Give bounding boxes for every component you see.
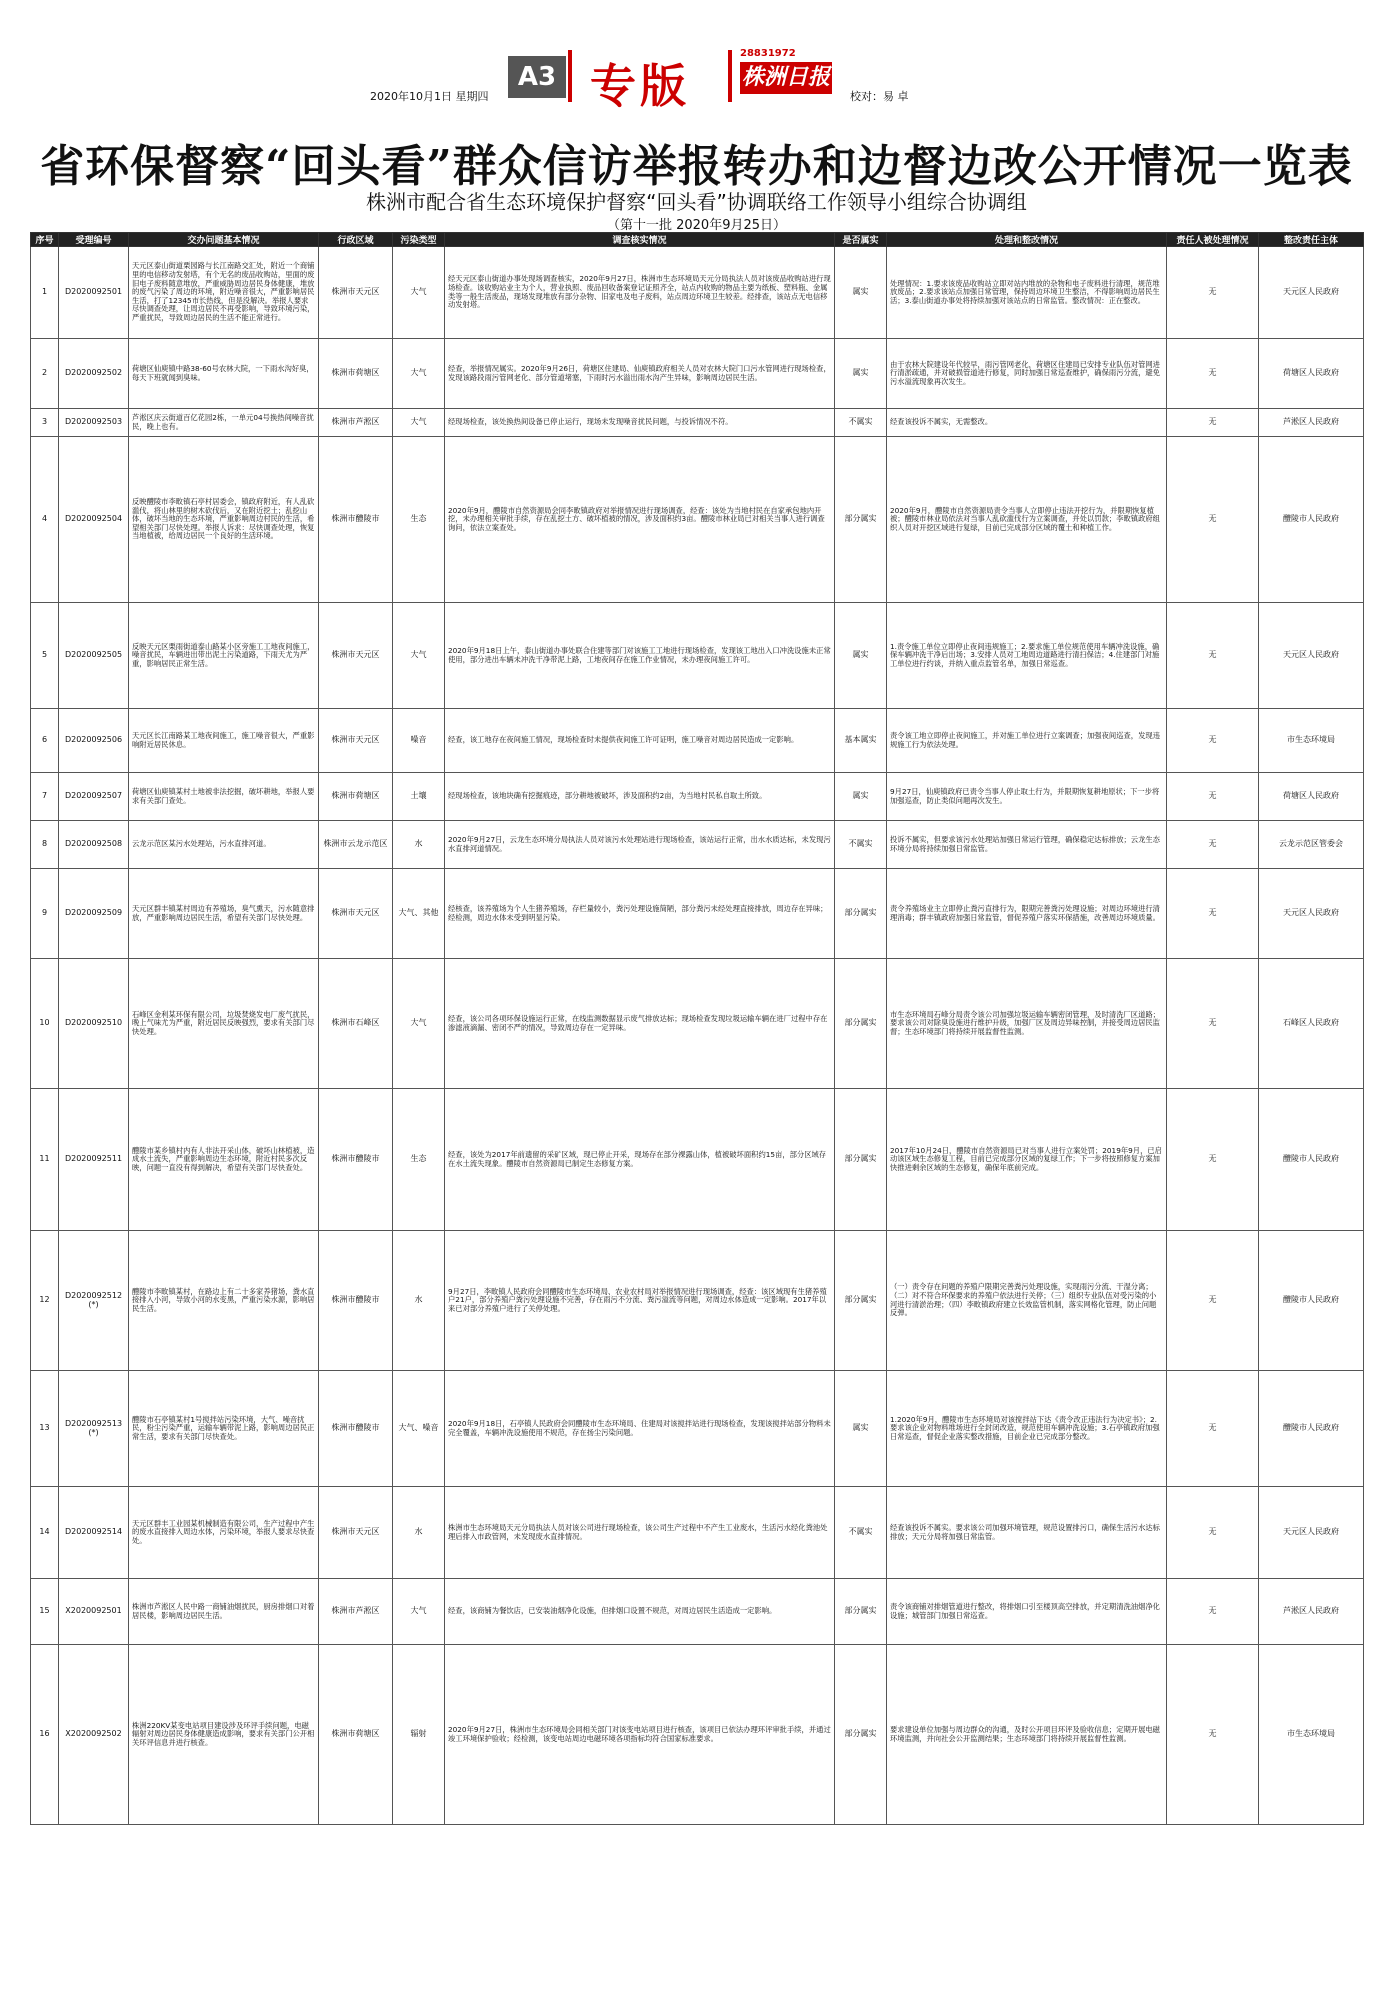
cell-survey: 2020年9月，醴陵市自然资源局会同李畋镇政府对举报情况进行现场调查，经查：该处为当地村民在自家承包地内开挖，未办理相关审批手续，存在乱挖土方、破坏植被的情况，涉及面积约3亩。醴陵市林业局已对相关当事人进行调查询问，依法立案查处。 bbox=[445, 437, 835, 603]
cell-true: 部分属实 bbox=[835, 959, 887, 1089]
cell-action: 由于农林大院建设年代较早，雨污管网老化，荷塘区住建局已安排专业队伍对管网进行清淤疏通，并对破损管道进行修复，同时加强日常巡查维护，确保雨污分流，避免污水溢流现象再次发生。 bbox=[887, 339, 1167, 409]
cell-type: 大气、其他 bbox=[393, 869, 445, 959]
cell-type: 水 bbox=[393, 1231, 445, 1371]
cell-punish: 无 bbox=[1167, 603, 1259, 709]
cell-action: 要求建设单位加强与周边群众的沟通，及时公开项目环评及验收信息；定期开展电磁环境监测，并向社会公开监测结果；生态环境部门将持续开展监督性监测。 bbox=[887, 1645, 1167, 1825]
cell-survey: 经查，该公司各项环保设施运行正常，在线监测数据显示废气排放达标；现场检查发现垃圾运输车辆在进厂过程中存在渗滤液滴漏、密闭不严的情况，导致周边存在一定异味。 bbox=[445, 959, 835, 1089]
cell-type: 大气、噪音 bbox=[393, 1371, 445, 1487]
cell-survey: 株洲市生态环境局天元分局执法人员对该公司进行现场检查，该公司生产过程中不产生工业废水，生活污水经化粪池处理后排入市政管网，未发现废水直排情况。 bbox=[445, 1487, 835, 1579]
column-header: 序号 bbox=[31, 233, 59, 247]
cell-no: 11 bbox=[31, 1089, 59, 1231]
cell-action: 9月27日，仙庾镇政府已责令当事人停止取土行为，并限期恢复耕地原状；下一步将加强巡查，防止类似问题再次发生。 bbox=[887, 773, 1167, 821]
cell-punish: 无 bbox=[1167, 959, 1259, 1089]
cell-survey: 经查，该工地存在夜间施工情况，现场检查时未提供夜间施工许可证明，施工噪音对周边居民造成一定影响。 bbox=[445, 709, 835, 773]
table-row bbox=[31, 1645, 1364, 1825]
cell-no: 15 bbox=[31, 1579, 59, 1645]
cell-owner: 醴陵市人民政府 bbox=[1259, 437, 1364, 603]
column-header: 责任人被处理情况 bbox=[1167, 233, 1259, 247]
divider bbox=[728, 50, 732, 102]
cell-region: 株洲市芦淞区 bbox=[319, 1579, 393, 1645]
cell-true: 部分属实 bbox=[835, 437, 887, 603]
cell-owner: 云龙示范区管委会 bbox=[1259, 821, 1364, 869]
cell-true: 属实 bbox=[835, 339, 887, 409]
cell-punish: 无 bbox=[1167, 1645, 1259, 1825]
cell-type: 水 bbox=[393, 821, 445, 869]
section-name: 专版 bbox=[590, 59, 690, 113]
cell-survey: 2020年9月27日，株洲市生态环境局会同相关部门对该变电站项目进行核查，该项目已依法办理环评审批手续，并通过竣工环境保护验收；经检测，该变电站周边电磁环境各项指标均符合国家标准要求。 bbox=[445, 1645, 835, 1825]
cell-region: 株洲市云龙示范区 bbox=[319, 821, 393, 869]
cell-issue: 醴陵市某乡镇村内有人非法开采山体，破坏山林植被，造成水土流失，严重影响周边生态环境，附近村民多次反映，问题一直没有得到解决，希望有关部门尽快查处。 bbox=[129, 1089, 319, 1231]
cell-true: 部分属实 bbox=[835, 1645, 887, 1825]
issue-date: 2020年10月1日 星期四 bbox=[370, 90, 489, 103]
page-subtitle: 株洲市配合省生态环境保护督察“回头看”协调联络工作领导小组综合协调组 bbox=[366, 190, 1027, 214]
cell-survey: 2020年9月18日上午，泰山街道办事处联合住建等部门对该施工工地进行现场检查，发现该工地出入口冲洗设施未正常使用，部分进出车辆未冲洗干净带泥上路，工地夜间存在施工作业情况，未办理夜间施工许可。 bbox=[445, 603, 835, 709]
cell-type: 生态 bbox=[393, 1089, 445, 1231]
cell-owner: 天元区人民政府 bbox=[1259, 603, 1364, 709]
cell-owner: 天元区人民政府 bbox=[1259, 247, 1364, 339]
cell-region: 株洲市天元区 bbox=[319, 869, 393, 959]
table-header-row bbox=[31, 233, 1364, 247]
cell-action: 1.责令施工单位立即停止夜间违规施工；2.要求施工单位规范使用车辆冲洗设施，确保车辆冲洗干净后出场；3.安排人员对工地周边道路进行清扫保洁；4.住建部门对施工单位进行约谈，并纳入重点监管名单，加强日常巡查。 bbox=[887, 603, 1167, 709]
cell-region: 株洲市天元区 bbox=[319, 709, 393, 773]
table-row bbox=[31, 1487, 1364, 1579]
cell-issue: 天元区泰山街道栗园路与长江南路交汇处，附近一个商铺里的电信移动发射塔，有个无名的废品收购站，里面的废旧电子废料随意堆放，严重威胁周边居民身体健康，堆放的废气污染了周边的环境，附近噪音很大，严重影响居民生活，打了12345市长热线，但是没解决。举报人要求尽快调查处理，让周边居民不再受影响，导致环境污染，严重扰民，导致周边居民的生活不能正常进行。 bbox=[129, 247, 319, 339]
table-row bbox=[31, 409, 1364, 437]
table-row bbox=[31, 709, 1364, 773]
cell-true: 属实 bbox=[835, 773, 887, 821]
cell-type: 大气 bbox=[393, 409, 445, 437]
cell-owner: 荷塘区人民政府 bbox=[1259, 339, 1364, 409]
column-header: 受理编号 bbox=[59, 233, 129, 247]
column-header: 行政区域 bbox=[319, 233, 393, 247]
table-row bbox=[31, 1579, 1364, 1645]
cell-no: 10 bbox=[31, 959, 59, 1089]
cell-id: D2020092511 bbox=[59, 1089, 129, 1231]
cell-true: 不属实 bbox=[835, 821, 887, 869]
cell-id: D2020092510 bbox=[59, 959, 129, 1089]
cell-true: 基本属实 bbox=[835, 709, 887, 773]
cell-survey: 经查，举报情况属实。2020年9月26日，荷塘区住建局、仙庾镇政府相关人员对农林大院门口污水管网进行现场检查，发现该路段雨污管网老化、部分管道堵塞，下雨时污水溢出雨水沟产生异味，影响周边居民生活。 bbox=[445, 339, 835, 409]
cell-no: 13 bbox=[31, 1371, 59, 1487]
column-header: 交办问题基本情况 bbox=[129, 233, 319, 247]
cell-true: 部分属实 bbox=[835, 1579, 887, 1645]
cell-type: 生态 bbox=[393, 437, 445, 603]
cell-id: D2020092506 bbox=[59, 709, 129, 773]
cell-punish: 无 bbox=[1167, 869, 1259, 959]
cell-id: D2020092513 (*) bbox=[59, 1371, 129, 1487]
cell-type: 大气 bbox=[393, 339, 445, 409]
column-header: 整改责任主体 bbox=[1259, 233, 1364, 247]
cell-punish: 无 bbox=[1167, 709, 1259, 773]
cell-no: 3 bbox=[31, 409, 59, 437]
cell-survey: 经核查，该养殖场为个人生猪养殖场，存栏量较小，粪污处理设施简陋，部分粪污未经处理直接排放，周边存在异味；经检测，周边水体未受到明显污染。 bbox=[445, 869, 835, 959]
cell-owner: 天元区人民政府 bbox=[1259, 1487, 1364, 1579]
cell-type: 辐射 bbox=[393, 1645, 445, 1825]
cell-owner: 天元区人民政府 bbox=[1259, 869, 1364, 959]
cell-punish: 无 bbox=[1167, 339, 1259, 409]
cell-id: D2020092514 bbox=[59, 1487, 129, 1579]
cell-action: 投诉不属实，但要求该污水处理站加强日常运行管理，确保稳定达标排放；云龙生态环境分局将持续加强日常监管。 bbox=[887, 821, 1167, 869]
cell-survey: 2020年9月27日，云龙生态环境分局执法人员对该污水处理站进行现场检查，该站运行正常，出水水质达标，未发现污水直排河道情况。 bbox=[445, 821, 835, 869]
newspaper-logo: 株洲日报 bbox=[740, 62, 832, 94]
report-table bbox=[30, 232, 1364, 1825]
table-row bbox=[31, 869, 1364, 959]
page-number: A3 bbox=[508, 56, 566, 98]
table-body bbox=[31, 247, 1364, 1825]
table-row bbox=[31, 1371, 1364, 1487]
table-row bbox=[31, 437, 1364, 603]
cell-type: 水 bbox=[393, 1487, 445, 1579]
cell-region: 株洲市荷塘区 bbox=[319, 339, 393, 409]
cell-punish: 无 bbox=[1167, 1089, 1259, 1231]
cell-id: D2020092512 (*) bbox=[59, 1231, 129, 1371]
cell-no: 6 bbox=[31, 709, 59, 773]
cell-owner: 市生态环境局 bbox=[1259, 709, 1364, 773]
cell-type: 土壤 bbox=[393, 773, 445, 821]
table-row bbox=[31, 603, 1364, 709]
cell-owner: 醴陵市人民政府 bbox=[1259, 1089, 1364, 1231]
cell-issue: 反映天元区栗雨街道泰山路某小区旁施工工地夜间施工，噪音扰民，车辆进出带出泥土污染道路，下雨天尤为严重，影响居民正常生活。 bbox=[129, 603, 319, 709]
column-header: 调查核实情况 bbox=[445, 233, 835, 247]
table-row bbox=[31, 247, 1364, 339]
cell-true: 部分属实 bbox=[835, 869, 887, 959]
cell-no: 4 bbox=[31, 437, 59, 603]
cell-survey: 9月27日，李畋镇人民政府会同醴陵市生态环境局、农业农村局对举报情况进行现场调查，经查：该区域现有生猪养殖户21户，部分养殖户粪污处理设施不完善，存在雨污不分流、粪污溢流等问题，对周边水体造成一定影响。2017年以来已对部分养殖户进行了关停处理。 bbox=[445, 1231, 835, 1371]
cell-action: 责令养殖场业主立即停止粪污直排行为，限期完善粪污处理设施；对周边环境进行清理消毒；群丰镇政府加强日常监管，督促养殖户落实环保措施，改善周边环境质量。 bbox=[887, 869, 1167, 959]
editor-credit: 校对：易 卓 bbox=[850, 90, 909, 103]
cell-punish: 无 bbox=[1167, 1231, 1259, 1371]
cell-issue: 石峰区金利某环保有限公司，垃圾焚烧发电厂废气扰民，晚上气味尤为严重，附近居民反映强烈，要求有关部门尽快处理。 bbox=[129, 959, 319, 1089]
cell-survey: 经现场检查，该地块确有挖掘痕迹，部分耕地被破坏，涉及面积约2亩，为当地村民私自取土所致。 bbox=[445, 773, 835, 821]
cell-region: 株洲市天元区 bbox=[319, 1487, 393, 1579]
cell-issue: 芦淞区庆云街道百亿花园2栋，一单元04号换热间噪音扰民，晚上也有。 bbox=[129, 409, 319, 437]
cell-id: X2020092502 bbox=[59, 1645, 129, 1825]
cell-action: 处理情况：1.要求该废品收购站立即对站内堆放的杂物和电子废料进行清理，规范堆放废品；2.要求该站点加强日常管理，保持周边环境卫生整洁，不得影响周边居民生活；3.泰山街道办事处将持续加强对该站点的日常监管。整改情况：正在整改。 bbox=[887, 247, 1167, 339]
table-row bbox=[31, 773, 1364, 821]
phone-number: 28831972 bbox=[740, 48, 796, 59]
divider bbox=[568, 50, 580, 102]
cell-id: D2020092501 bbox=[59, 247, 129, 339]
cell-action: 2020年9月，醴陵市自然资源局责令当事人立即停止违法开挖行为，并限期恢复植被；醴陵市林业局依法对当事人乱砍滥伐行为立案调查，并处以罚款；李畋镇政府组织人员对开挖区域进行复绿，目前已完成部分区域的覆土和种植工作。 bbox=[887, 437, 1167, 603]
cell-owner: 荷塘区人民政府 bbox=[1259, 773, 1364, 821]
cell-owner: 市生态环境局 bbox=[1259, 1645, 1364, 1825]
cell-issue: 醴陵市石亭镇某村1号搅拌站污染环境，大气、噪音扰民，粉尘污染严重，运输车辆带泥上路，影响周边居民正常生活，要求有关部门尽快查处。 bbox=[129, 1371, 319, 1487]
cell-no: 1 bbox=[31, 247, 59, 339]
cell-no: 9 bbox=[31, 869, 59, 959]
cell-no: 14 bbox=[31, 1487, 59, 1579]
column-header: 是否属实 bbox=[835, 233, 887, 247]
cell-region: 株洲市芦淞区 bbox=[319, 409, 393, 437]
cell-no: 8 bbox=[31, 821, 59, 869]
cell-issue: 荷塘区仙庾镇中路38-60号农林大院，一下雨水沟好臭，每天下班就闻到臭味。 bbox=[129, 339, 319, 409]
masthead bbox=[340, 48, 1080, 113]
table-row bbox=[31, 339, 1364, 409]
table-row bbox=[31, 821, 1364, 869]
cell-id: D2020092502 bbox=[59, 339, 129, 409]
cell-action: 责令该工地立即停止夜间施工，并对施工单位进行立案调查；加强夜间巡查，发现违规施工行为依法处理。 bbox=[887, 709, 1167, 773]
cell-true: 部分属实 bbox=[835, 1231, 887, 1371]
cell-survey: 经查，该处为2017年前遗留的采矿区域，现已停止开采，现场存在部分裸露山体，植被破坏面积约15亩，部分区域存在水土流失现象。醴陵市自然资源局已制定生态修复方案。 bbox=[445, 1089, 835, 1231]
cell-owner: 芦淞区人民政府 bbox=[1259, 1579, 1364, 1645]
cell-id: D2020092507 bbox=[59, 773, 129, 821]
table-row bbox=[31, 1089, 1364, 1231]
cell-id: D2020092505 bbox=[59, 603, 129, 709]
cell-true: 不属实 bbox=[835, 1487, 887, 1579]
column-header: 处理和整改情况 bbox=[887, 233, 1167, 247]
cell-no: 7 bbox=[31, 773, 59, 821]
cell-action: 经查该投诉不属实，无需整改。 bbox=[887, 409, 1167, 437]
column-header: 污染类型 bbox=[393, 233, 445, 247]
cell-true: 属实 bbox=[835, 247, 887, 339]
cell-true: 部分属实 bbox=[835, 1089, 887, 1231]
cell-type: 大气 bbox=[393, 247, 445, 339]
cell-region: 株洲市醴陵市 bbox=[319, 437, 393, 603]
cell-owner: 石峰区人民政府 bbox=[1259, 959, 1364, 1089]
cell-id: D2020092504 bbox=[59, 437, 129, 603]
cell-issue: 云龙示范区某污水处理站，污水直排河道。 bbox=[129, 821, 319, 869]
cell-punish: 无 bbox=[1167, 821, 1259, 869]
cell-survey: 2020年9月18日，石亭镇人民政府会同醴陵市生态环境局、住建局对该搅拌站进行现场检查，发现该搅拌站部分物料未完全覆盖，车辆冲洗设施使用不规范，存在扬尘污染问题。 bbox=[445, 1371, 835, 1487]
cell-region: 株洲市醴陵市 bbox=[319, 1231, 393, 1371]
cell-type: 大气 bbox=[393, 603, 445, 709]
cell-punish: 无 bbox=[1167, 247, 1259, 339]
cell-action: 市生态环境局石峰分局责令该公司加强垃圾运输车辆密闭管理，及时清洗厂区道路；要求该公司对除臭设施进行维护升级，加强厂区及周边异味控制，并接受周边居民监督；生态环境部门将持续开展监督性监测。 bbox=[887, 959, 1167, 1089]
batch-info: （第十一批 2020年9月25日） bbox=[606, 218, 787, 233]
cell-true: 属实 bbox=[835, 1371, 887, 1487]
cell-issue: 株洲220KV某变电站项目建设涉及环评手续问题，电磁辐射对周边居民身体健康造成影响，要求有关部门公开相关环评信息并进行核查。 bbox=[129, 1645, 319, 1825]
cell-no: 16 bbox=[31, 1645, 59, 1825]
cell-id: D2020092503 bbox=[59, 409, 129, 437]
cell-action: 责令该商铺对排烟管道进行整改，将排烟口引至楼顶高空排放，并定期清洗油烟净化设施；城管部门加强日常巡查。 bbox=[887, 1579, 1167, 1645]
cell-issue: 天元区长江南路某工地夜间施工，施工噪音很大，严重影响附近居民休息。 bbox=[129, 709, 319, 773]
cell-issue: 天元区群丰工业园某机械制造有限公司，生产过程中产生的废水直接排入周边水体，污染环境，举报人要求尽快查处。 bbox=[129, 1487, 319, 1579]
cell-owner: 醴陵市人民政府 bbox=[1259, 1371, 1364, 1487]
cell-region: 株洲市醴陵市 bbox=[319, 1371, 393, 1487]
cell-no: 12 bbox=[31, 1231, 59, 1371]
cell-region: 株洲市天元区 bbox=[319, 603, 393, 709]
cell-id: D2020092508 bbox=[59, 821, 129, 869]
cell-type: 大气 bbox=[393, 1579, 445, 1645]
cell-region: 株洲市荷塘区 bbox=[319, 773, 393, 821]
table-row bbox=[31, 959, 1364, 1089]
cell-id: X2020092501 bbox=[59, 1579, 129, 1645]
cell-punish: 无 bbox=[1167, 437, 1259, 603]
cell-region: 株洲市天元区 bbox=[319, 247, 393, 339]
cell-true: 不属实 bbox=[835, 409, 887, 437]
cell-punish: 无 bbox=[1167, 1579, 1259, 1645]
page-title: 省环保督察“回头看”群众信访举报转办和边督边改公开情况一览表 bbox=[40, 141, 1353, 192]
cell-survey: 经查，该商铺为餐饮店，已安装油烟净化设施，但排烟口设置不规范，对周边居民生活造成一定影响。 bbox=[445, 1579, 835, 1645]
cell-region: 株洲市石峰区 bbox=[319, 959, 393, 1089]
cell-owner: 醴陵市人民政府 bbox=[1259, 1231, 1364, 1371]
cell-issue: 荷塘区仙庾镇某村土地被非法挖掘，破坏耕地，举报人要求有关部门查处。 bbox=[129, 773, 319, 821]
cell-issue: 醴陵市李畋镇某村，在路边上有二十多家养猪场，粪水直接排入小河，导致小河的水变黑，严重污染水源，影响居民生活。 bbox=[129, 1231, 319, 1371]
cell-punish: 无 bbox=[1167, 1487, 1259, 1579]
cell-no: 2 bbox=[31, 339, 59, 409]
cell-survey: 经现场检查，该处换热间设备已停止运行，现场未发现噪音扰民问题，与投诉情况不符。 bbox=[445, 409, 835, 437]
table-row bbox=[31, 1231, 1364, 1371]
cell-punish: 无 bbox=[1167, 1371, 1259, 1487]
cell-type: 噪音 bbox=[393, 709, 445, 773]
cell-type: 大气 bbox=[393, 959, 445, 1089]
cell-id: D2020092509 bbox=[59, 869, 129, 959]
cell-region: 株洲市荷塘区 bbox=[319, 1645, 393, 1825]
cell-no: 5 bbox=[31, 603, 59, 709]
cell-action: 1.2020年9月，醴陵市生态环境局对该搅拌站下达《责令改正违法行为决定书》；2.要求该企业对物料堆场进行全封闭改造，规范使用车辆冲洗设施；3.石亭镇政府加强日常巡查，督促企业落实整改措施，目前企业已完成部分整改。 bbox=[887, 1371, 1167, 1487]
cell-action: （一）责令存在问题的养殖户限期完善粪污处理设施，实现雨污分流、干湿分离；（二）对不符合环保要求的养殖户依法进行关停；（三）组织专业队伍对受污染的小河进行清淤治理；（四）李畋镇政府建立长效监管机制，落实网格化管理，防止问题反弹。 bbox=[887, 1231, 1167, 1371]
cell-punish: 无 bbox=[1167, 409, 1259, 437]
cell-action: 2017年10月24日，醴陵市自然资源局已对当事人进行立案处罚；2019年9月，已启动该区域生态修复工程，目前已完成部分区域的复绿工作；下一步将按照修复方案加快推进剩余区域的生态修复，确保年底前完成。 bbox=[887, 1089, 1167, 1231]
cell-true: 属实 bbox=[835, 603, 887, 709]
cell-region: 株洲市醴陵市 bbox=[319, 1089, 393, 1231]
cell-survey: 经天元区泰山街道办事处现场调查核实，2020年9月27日，株洲市生态环境局天元分局执法人员对该废品收购站进行现场检查。该收购站业主为个人，营业执照、废品回收备案登记证照齐全，站点内收购的物品主要为纸板、塑料瓶、金属类等一般生活废品，现场发现堆放有部分杂物、旧家电及电子废料，站点周边环境卫生较差。经排查，该站点无电信移动发射塔。 bbox=[445, 247, 835, 339]
cell-action: 经查该投诉不属实。要求该公司加强环境管理，规范设置排污口，确保生活污水达标排放；天元分局将加强日常监管。 bbox=[887, 1487, 1167, 1579]
cell-issue: 天元区群丰镇某村周边有养殖场，臭气熏天，污水随意排放，严重影响周边居民生活，希望有关部门尽快处理。 bbox=[129, 869, 319, 959]
cell-issue: 株洲市芦淞区人民中路一商铺油烟扰民，厨房排烟口对着居民楼，影响周边居民生活。 bbox=[129, 1579, 319, 1645]
cell-owner: 芦淞区人民政府 bbox=[1259, 409, 1364, 437]
cell-punish: 无 bbox=[1167, 773, 1259, 821]
cell-issue: 反映醴陵市李畋镇石亭村居委会，镇政府附近，有人乱砍滥伐，将山林里的树木砍伐后，又在附近挖土；乱挖山体，破坏当地的生态环境，严重影响周边村民的生活，希望相关部门尽快处理。举报人诉求：尽快调查处理，恢复当地植被，给周边居民一个良好的生活环境。 bbox=[129, 437, 319, 603]
